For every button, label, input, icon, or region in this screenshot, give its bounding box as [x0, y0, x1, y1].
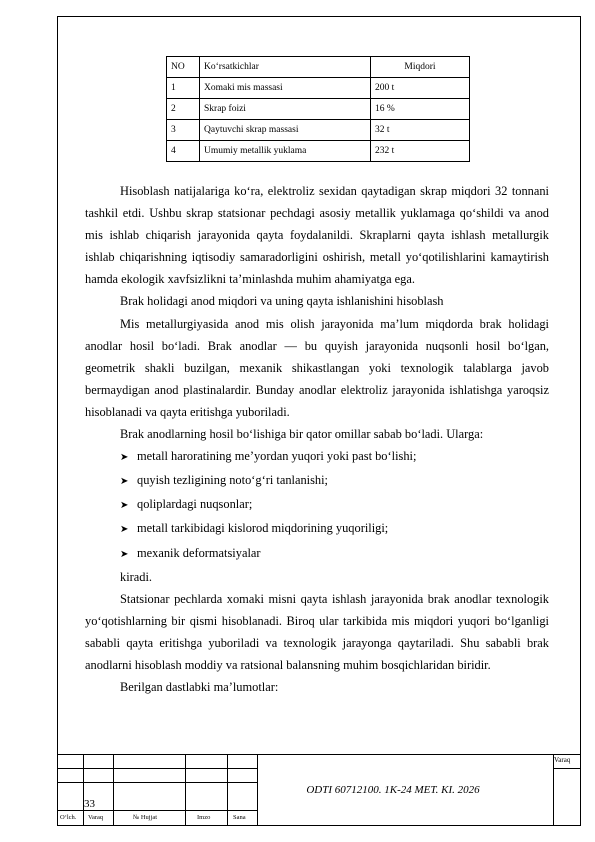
cell-amount: 32 t — [371, 120, 470, 141]
cell-no: 3 — [167, 120, 200, 141]
label-olch: O‘lch. — [60, 814, 77, 821]
paragraph-kiradi: kiradi. — [120, 569, 152, 584]
cell-amount: 200 t — [371, 78, 470, 99]
list-item: ➤ mexanik deformatsiyalar — [85, 542, 549, 566]
label-varaq: Varaq — [88, 814, 104, 821]
arrow-bullet-icon: ➤ — [120, 500, 129, 512]
list-item: ➤ qoliplardagi nuqsonlar; — [85, 493, 549, 517]
label-hujjat: № Hujjat — [133, 814, 158, 821]
list-item: ➤ metall haroratining me’yordan yuqori yoki past bo‘lishi; — [85, 445, 549, 469]
header-indicators: Ko‘rsatkichlar — [200, 57, 371, 78]
section-heading: Brak holidagi anod miqdori va uning qayta ishlanishini hisoblash — [120, 294, 444, 309]
label-sana: Sana — [233, 814, 246, 821]
label-imzo: Imzo — [197, 814, 211, 821]
table-header-row — [167, 57, 470, 78]
paragraph-given-data: Berilgan dastlabki ma’lumotlar: — [120, 680, 279, 695]
document-code: ODTI 60712100. 1K-24 MET. KI. 2026 — [306, 784, 480, 796]
cell-amount: 232 t — [371, 141, 470, 162]
arrow-bullet-icon: ➤ — [120, 524, 129, 536]
paragraph-scrap-results: Hisoblash natijalariga ko‘ra, elektroliz sexidan qaytadigan skrap miqdori 32 tonnani tashkil etdi. Ushbu skrap statsionar pechdagi asosiy metallik yuklamaga qo‘shildi va anod mis ishlab chiqarish jarayonida qayta foydalanildi. Skraplarni qayta ishlash metallurgik ishlab chiqarishning iqtisodiy samaradorligini oshirish, metall yo‘qotilishlarini kamaytirish hamda ekologik xavfsizlikni ta’minlashda muhim ahamiyatga ega. — [85, 184, 549, 287]
list-item: ➤ quyish tezligining noto‘g‘ri tanlanishi; — [85, 469, 549, 493]
paragraph-causes-intro: Brak anodlarning hosil bo‘lishiga bir qator omillar sabab bo‘ladi. Ularga: — [120, 427, 484, 442]
page-number: 33 — [84, 798, 95, 810]
header-amount: Miqdori — [371, 57, 470, 78]
indicators-table — [166, 56, 470, 162]
cell-no: 1 — [167, 78, 200, 99]
arrow-bullet-icon: ➤ — [120, 476, 129, 488]
table-row — [167, 141, 470, 162]
sheet-label: Varaq — [554, 756, 571, 764]
cell-indicator: Umumiy metallik yuklama — [200, 141, 371, 162]
header-no: NO — [167, 57, 200, 78]
title-block — [57, 754, 581, 826]
paragraph-processing: Statsionar pechlarda xomaki misni qayta ishlash jarayonida brak anodlar texnologik yo‘qotishlarning bir qismi hisoblanadi. Biroq ular tarkibida mis miqdori yuqori bo‘lganligi sababli qayta eritishga yuboriladi va texnologik jarayonga qaytariladi. Shu sababli brak anodlarni hisoblash moddiy va ratsional balansning muhim bosqichlaridan biridir. — [85, 591, 549, 672]
cell-indicator: Skrap foizi — [200, 99, 371, 120]
cell-amount: 16 % — [371, 99, 470, 120]
cell-no: 2 — [167, 99, 200, 120]
arrow-bullet-icon: ➤ — [120, 452, 129, 464]
cell-indicator: Qaytuvchi skrap massasi — [200, 120, 371, 141]
list-item: ➤ metall tarkibidagi kislorod miqdorining yuqoriligi; — [85, 517, 549, 541]
paragraph-defective-anodes: Mis metallurgiyasida anod mis olish jarayonida ma’lum miqdorda brak holidagi anodlar hosil bo‘ladi. Brak anodlar — bu quyish jarayonida nuqsonli hosil bo‘lgan, geometrik shakli buzilgan, mexanik shikastlangan yoki texnologik talablarga javob bermaydigan anod plastinalardir. Bunday anodlar elektroliz jarayonida ishlatishga yaroqsiz hisoblanadi va qayta eritishga yuboriladi. — [85, 316, 549, 419]
cell-no: 4 — [167, 141, 200, 162]
table-row — [167, 120, 470, 141]
body-text — [85, 180, 549, 698]
table-row — [167, 78, 470, 99]
arrow-bullet-icon: ➤ — [120, 548, 129, 560]
table-row — [167, 99, 470, 120]
cell-indicator: Xomaki mis massasi — [200, 78, 371, 99]
